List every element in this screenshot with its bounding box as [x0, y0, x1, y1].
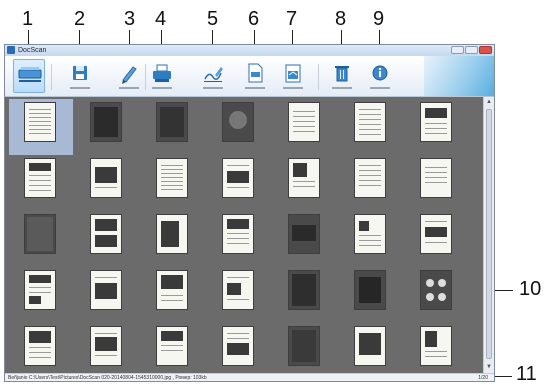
callout-7: 7 — [286, 8, 298, 30]
print-icon — [146, 59, 178, 87]
page-thumbnail[interactable] — [289, 103, 319, 141]
page-thumbnail[interactable] — [421, 215, 451, 253]
info-button[interactable] — [364, 59, 396, 93]
callout-3: 3 — [124, 8, 136, 30]
page-thumbnail[interactable] — [91, 159, 121, 197]
edit-underline — [119, 87, 139, 89]
toolbar-separator — [318, 64, 319, 90]
page-thumbnail[interactable] — [91, 103, 121, 141]
leader-line-11 — [492, 376, 512, 377]
callout-1: 1 — [22, 8, 34, 30]
page-thumbnail[interactable] — [25, 103, 55, 141]
page-thumbnail[interactable] — [355, 327, 385, 365]
delete-button[interactable] — [326, 59, 358, 93]
convert-button[interactable] — [277, 59, 309, 93]
file-path-status: Beñjanio C:\Users\Test\Pictures\DocScan 020-20140804-1545310000.jpg , Ромер: 103kb — [8, 375, 207, 381]
delete-underline — [332, 87, 352, 89]
pdf-icon — [239, 59, 271, 87]
page-thumbnail[interactable] — [223, 215, 253, 253]
callout-9: 9 — [373, 8, 385, 30]
sign-underline — [203, 87, 223, 89]
page-thumbnail[interactable] — [421, 103, 451, 141]
save-icon — [64, 59, 96, 87]
callout-10: 10 — [519, 278, 542, 300]
page-thumbnail[interactable] — [421, 271, 451, 309]
page-thumbnail[interactable] — [157, 215, 187, 253]
save-button[interactable] — [64, 59, 96, 93]
info-icon — [364, 59, 396, 87]
toolbar — [5, 56, 494, 97]
vertical-scrollbar[interactable] — [483, 97, 494, 373]
title-bar — [5, 45, 494, 56]
page-thumbnail[interactable] — [25, 159, 55, 197]
edit-icon — [113, 59, 145, 87]
page-thumbnail[interactable] — [355, 271, 385, 309]
callout-11: 11 — [516, 363, 537, 385]
pdf-underline — [245, 87, 265, 89]
page-thumbnail[interactable] — [289, 215, 319, 253]
page-thumbnail[interactable] — [223, 271, 253, 309]
edit-button[interactable] — [113, 59, 145, 93]
close-button[interactable] — [479, 46, 492, 54]
page-thumbnail[interactable] — [223, 103, 253, 141]
page-thumbnail[interactable] — [355, 159, 385, 197]
maximize-button[interactable] — [465, 46, 478, 54]
page-thumbnail[interactable] — [289, 327, 319, 365]
thumbnail-grid[interactable] — [5, 97, 483, 373]
convert-icon — [277, 59, 309, 87]
page-counter: 1/20 — [478, 375, 488, 381]
brand-banner — [424, 56, 494, 96]
print-button[interactable] — [146, 59, 178, 93]
scan-button[interactable] — [13, 59, 45, 93]
page-thumbnail[interactable] — [25, 271, 55, 309]
scan-icon — [14, 60, 46, 88]
page-thumbnail[interactable] — [355, 215, 385, 253]
page-thumbnail[interactable] — [157, 327, 187, 365]
scroll-down-arrow-icon[interactable]: ▼ — [486, 364, 492, 370]
page-thumbnail[interactable] — [25, 215, 55, 253]
toolbar-separator — [51, 64, 52, 90]
sign-button[interactable] — [197, 59, 229, 93]
scroll-up-arrow-icon[interactable]: ▲ — [486, 99, 492, 105]
callout-5: 5 — [207, 8, 219, 30]
app-window — [4, 44, 495, 382]
page-thumbnail[interactable] — [25, 327, 55, 365]
page-thumbnail[interactable] — [91, 215, 121, 253]
delete-icon — [326, 59, 358, 87]
info-underline — [370, 87, 390, 89]
window-title: DocScan — [18, 47, 47, 54]
callout-8: 8 — [335, 8, 347, 30]
status-bar — [5, 373, 494, 382]
callout-6: 6 — [248, 8, 260, 30]
page-thumbnail[interactable] — [157, 271, 187, 309]
page-thumbnail[interactable] — [223, 327, 253, 365]
app-icon — [7, 46, 15, 54]
page-thumbnail[interactable] — [421, 327, 451, 365]
page-thumbnail[interactable] — [421, 159, 451, 197]
print-underline — [152, 87, 172, 89]
callout-4: 4 — [155, 8, 167, 30]
pdf-button[interactable] — [239, 59, 271, 93]
scrollbar-thumb[interactable] — [486, 109, 492, 359]
page-thumbnail[interactable] — [157, 159, 187, 197]
page-thumbnail[interactable] — [91, 327, 121, 365]
save-underline — [70, 87, 90, 89]
page-thumbnail[interactable] — [289, 271, 319, 309]
page-thumbnail[interactable] — [355, 103, 385, 141]
sign-icon — [197, 59, 229, 87]
callout-2: 2 — [74, 8, 86, 30]
convert-underline — [283, 87, 303, 89]
minimize-button[interactable] — [451, 46, 464, 54]
page-thumbnail[interactable] — [223, 159, 253, 197]
page-thumbnail[interactable] — [91, 271, 121, 309]
page-thumbnail[interactable] — [289, 159, 319, 197]
page-thumbnail[interactable] — [157, 103, 187, 141]
